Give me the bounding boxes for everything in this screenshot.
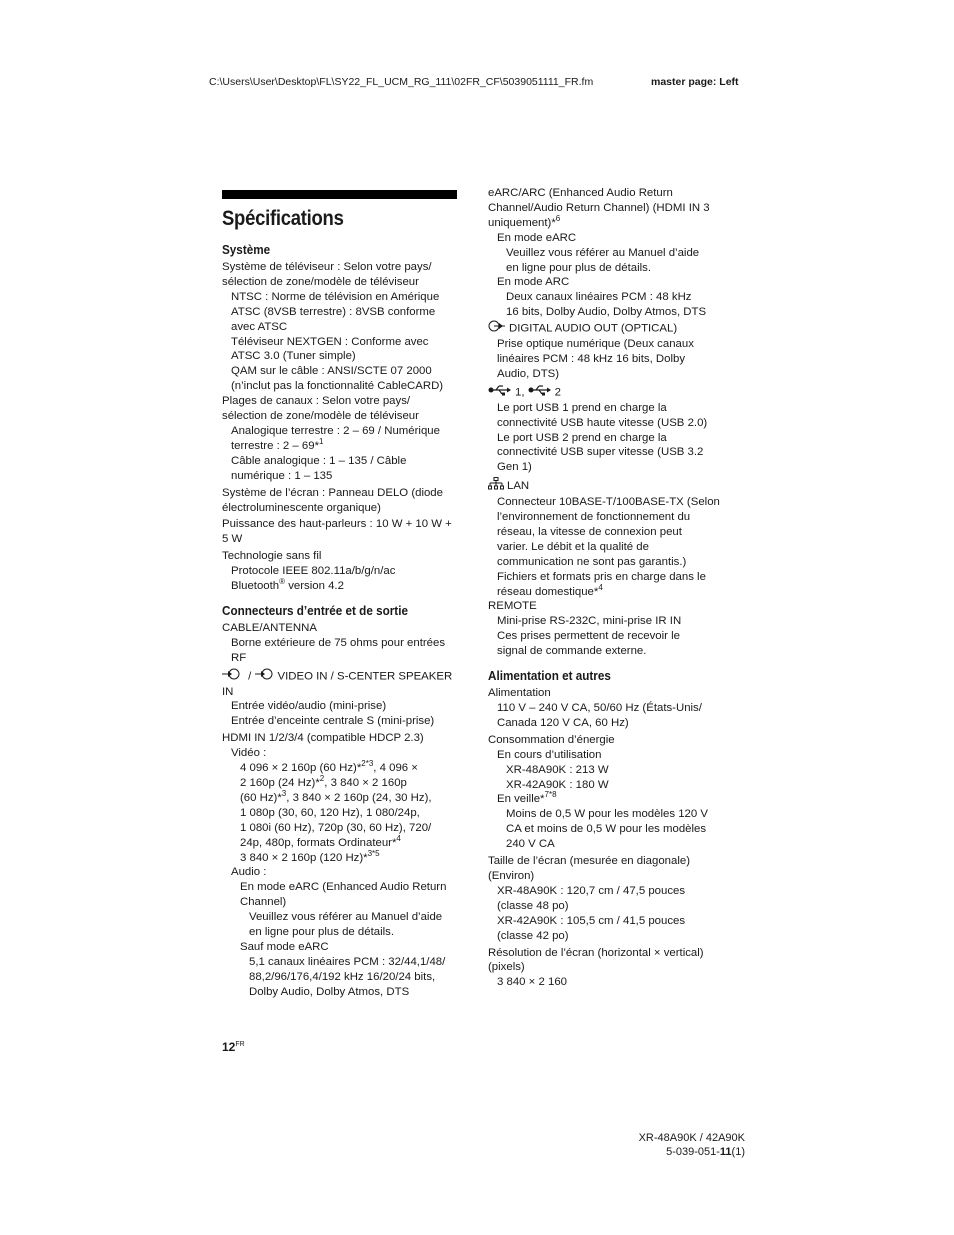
spec-line: Mini-prise RS-232C, mini-prise IR IN bbox=[497, 615, 682, 628]
spec-line: Puissance des haut-parleurs : 10 W + 10 W + bbox=[222, 518, 452, 531]
spec-line: NTSC : Norme de télévision en Amérique bbox=[231, 290, 440, 303]
spec-line: Veuillez vous référer au Manuel d’aide bbox=[506, 246, 700, 259]
spec-line: QAM sur le câble : ANSI/SCTE 07 2000 bbox=[231, 365, 432, 378]
spec-line: sélection de zone/modèle de téléviseur bbox=[222, 410, 419, 423]
spec-text: En veille* bbox=[497, 793, 545, 806]
spec-line: eARC/ARC (Enhanced Audio Return bbox=[488, 187, 673, 199]
page-number bbox=[222, 1040, 245, 1054]
column-right bbox=[488, 186, 724, 990]
spec-text: 1, bbox=[515, 386, 528, 399]
spec-line: 16 bits, Dolby Audio, Dolby Atmos, DTS bbox=[506, 306, 707, 319]
spec-line: électroluminescente organique) bbox=[222, 501, 381, 514]
spec-line: Moins de 0,5 W pour les modèles 120 V bbox=[506, 808, 708, 821]
spec-text: version 4.2 bbox=[285, 580, 344, 593]
spec-line: Entrée d’enceinte centrale S (mini-prise) bbox=[231, 715, 435, 728]
spec-line: Channel/Audio Return Channel) (HDMI IN 3 bbox=[488, 201, 710, 214]
spec-line bbox=[488, 216, 724, 231]
spec-line: RF bbox=[231, 651, 247, 664]
spec-line bbox=[222, 776, 460, 791]
spec-line: Le port USB 1 prend en charge la bbox=[497, 401, 667, 414]
spec-line: 240 V CA bbox=[506, 838, 555, 851]
spec-line: En mode eARC (Enhanced Audio Return bbox=[240, 881, 447, 894]
spec-line: XR-42A90K : 105,5 cm / 41,5 pouces bbox=[497, 914, 686, 927]
doc-code-version: 11 bbox=[719, 1146, 732, 1158]
spec-line: 1 080p (30, 60, 120 Hz), 1 080/24p, bbox=[240, 806, 420, 819]
spec-text: DIGITAL AUDIO OUT (OPTICAL) bbox=[509, 322, 678, 335]
section-heading-connecteurs: Connecteurs d’entrée et de sortie bbox=[222, 602, 408, 618]
spec-line: Ces prises permettent de recevoir le bbox=[497, 630, 680, 643]
spec-line: Plages de canaux : Selon votre pays/ bbox=[222, 395, 411, 408]
file-path: C:\Users\User\Desktop\FL\SY22_FL_UCM_RG_111\02FR_CF\5039051111_FR.fm bbox=[209, 76, 594, 88]
spec-text: Bluetooth bbox=[231, 580, 280, 593]
spec-line: connectivité USB haute vitesse (USB 2.0) bbox=[497, 416, 708, 429]
spec-line: Prise optique numérique (Deux canaux bbox=[497, 338, 694, 351]
spec-text: , 4 096 × bbox=[373, 762, 418, 775]
spec-line bbox=[222, 579, 460, 594]
spec-text: 24p, 480p, formats Ordinateur* bbox=[240, 836, 397, 849]
spec-line: 5,1 canaux linéaires PCM : 32/44,1/48/ bbox=[249, 955, 446, 968]
model-numbers: XR-48A90K / 42A90K bbox=[638, 1132, 745, 1144]
spec-text: LAN bbox=[507, 480, 530, 493]
spec-line bbox=[222, 848, 460, 866]
footnote-ref: 4 bbox=[598, 582, 603, 592]
spec-line bbox=[222, 668, 460, 700]
spec-text: , 3 840 × 2 160p bbox=[324, 777, 407, 789]
spec-line: (n’inclut pas la fonctionnalité CableCARD) bbox=[231, 380, 444, 393]
spec-line: Veuillez vous référer au Manuel d’aide bbox=[249, 911, 443, 924]
spec-line: Le port USB 2 prend en charge la bbox=[497, 431, 667, 444]
spec-line: En mode eARC bbox=[497, 231, 577, 244]
spec-line: 88,2/96/176,4/192 kHz 16/20/24 bits, bbox=[249, 970, 436, 983]
spec-line: Technologie sans fil bbox=[222, 550, 322, 563]
spec-text: 3 840 × 2 160p (120 Hz)* bbox=[240, 851, 368, 864]
spec-line: communication ne sont pas garantis.) bbox=[497, 555, 687, 568]
spec-line: CABLE/ANTENNA bbox=[222, 621, 317, 634]
spec-line: l’environnement de fonctionnement du bbox=[497, 511, 691, 524]
doc-code-suffix: (1) bbox=[731, 1146, 745, 1158]
spec-line: en ligne pour plus de détails. bbox=[506, 261, 652, 274]
spec-line bbox=[488, 477, 724, 495]
spec-line: 5 W bbox=[222, 533, 243, 546]
spec-line: (pixels) bbox=[488, 961, 525, 974]
usb-icon bbox=[528, 384, 552, 401]
spec-line bbox=[222, 791, 460, 806]
spec-line: ATSC (8VSB terrestre) : 8VSB conforme bbox=[231, 305, 436, 318]
page-number-value: 12 bbox=[222, 1040, 236, 1054]
spec-line: Taille de l’écran (mesurée en diagonale) bbox=[488, 855, 690, 868]
spec-line: En mode ARC bbox=[497, 276, 570, 289]
page-title: Spécifications bbox=[222, 207, 344, 230]
slash-separator: / bbox=[245, 670, 255, 683]
spec-line: REMOTE bbox=[488, 600, 537, 613]
lan-icon bbox=[488, 477, 504, 495]
spec-line bbox=[222, 761, 460, 776]
footnote-ref: 3 bbox=[281, 789, 287, 799]
spec-line: Téléviseur NEXTGEN : Conforme avec bbox=[231, 335, 429, 348]
spec-line: (Environ) bbox=[488, 869, 535, 882]
document-code bbox=[600, 1145, 745, 1159]
spec-text: (60 Hz)* bbox=[240, 791, 282, 804]
master-page-label: master page: Left bbox=[651, 76, 739, 88]
spec-line: 1 080i (60 Hz), 720p (30, 60 Hz), 720/ bbox=[240, 821, 432, 834]
footnote-ref: 1 bbox=[319, 437, 324, 447]
spec-line: Câble analogique : 1 – 135 / Câble bbox=[231, 454, 407, 467]
spec-line: Connecteur 10BASE-T/100BASE-TX (Selon bbox=[497, 496, 720, 509]
registered-mark: ® bbox=[279, 577, 286, 587]
footnote-ref: 2*3 bbox=[361, 759, 374, 769]
spec-line bbox=[222, 439, 460, 454]
spec-line: ATSC 3.0 (Tuner simple) bbox=[231, 350, 356, 363]
spec-line: Entrée vidéo/audio (mini-prise) bbox=[231, 700, 387, 713]
spec-line: Système de téléviseur : Selon votre pays/ bbox=[222, 261, 432, 273]
spec-line: Dolby Audio, Dolby Atmos, DTS bbox=[249, 985, 410, 998]
spec-text: réseau domestique* bbox=[497, 585, 599, 598]
optical-output-icon bbox=[488, 320, 506, 337]
spec-line: Consommation d’énergie bbox=[488, 733, 615, 746]
spec-line: réseau, la vitesse de connexion peut bbox=[497, 525, 682, 538]
spec-line: connectivité USB super vitesse (USB 3.2 bbox=[497, 446, 704, 459]
spec-text: VIDEO IN / S-CENTER SPEAKER IN bbox=[222, 670, 453, 698]
spec-text: , 3 840 × 2 160p (24, 30 Hz), bbox=[286, 791, 432, 804]
footnote-ref: 7*8 bbox=[544, 790, 557, 800]
spec-line: Deux canaux linéaires PCM : 48 kHz bbox=[506, 291, 692, 304]
spec-line: Système de l’écran : Panneau DELO (diode bbox=[222, 486, 443, 499]
spec-line: XR-48A90K : 213 W bbox=[506, 763, 609, 776]
spec-line: Vidéo : bbox=[231, 747, 267, 760]
spec-line: numérique : 1 – 135 bbox=[231, 469, 333, 482]
page-language-code: FR bbox=[235, 1041, 245, 1048]
spec-line: Analogique terrestre : 2 – 69 / Numérique bbox=[231, 424, 440, 437]
spec-line: Alimentation bbox=[488, 687, 551, 700]
spec-line: Fichiers et formats pris en charge dans le bbox=[497, 570, 706, 583]
spec-line: en ligne pour plus de détails. bbox=[249, 926, 395, 939]
spec-line: Gen 1) bbox=[497, 461, 532, 474]
column-left bbox=[222, 190, 460, 1000]
spec-line: HDMI IN 1/2/3/4 (compatible HDCP 2.3) bbox=[222, 732, 424, 745]
footnote-ref: 3*5 bbox=[367, 848, 380, 858]
spec-line bbox=[488, 792, 724, 807]
spec-line bbox=[488, 320, 724, 337]
spec-line: En cours d’utilisation bbox=[497, 748, 602, 761]
doc-code-prefix: 5-039-051- bbox=[666, 1146, 720, 1158]
spec-text: 2 bbox=[554, 386, 562, 399]
spec-text: 4 096 × 2 160p (60 Hz)* bbox=[240, 762, 362, 775]
spec-text: 2 160p (24 Hz)* bbox=[240, 777, 320, 789]
spec-line: varier. Le débit et la qualité de bbox=[497, 540, 649, 553]
spec-line: avec ATSC bbox=[231, 320, 288, 333]
spec-line: Sauf mode eARC bbox=[240, 940, 329, 953]
spec-line: Résolution de l’écran (horizontal × vertical) bbox=[488, 946, 704, 959]
footnote-ref: 6 bbox=[555, 214, 561, 224]
spec-line: XR-42A90K : 180 W bbox=[506, 778, 609, 791]
footnote-ref: 4 bbox=[396, 833, 401, 843]
spec-line: 3 840 × 2 160 bbox=[497, 976, 567, 989]
spec-line: sélection de zone/modèle de téléviseur bbox=[222, 275, 419, 288]
spec-line bbox=[222, 833, 460, 851]
speaker-input-icon bbox=[255, 668, 275, 685]
spec-line: Audio, DTS) bbox=[497, 367, 560, 380]
spec-line: (classe 48 po) bbox=[497, 899, 569, 912]
spec-line: Protocole IEEE 802.11a/b/g/n/ac bbox=[231, 565, 396, 578]
spec-line bbox=[488, 384, 724, 401]
spec-line: 110 V – 240 V CA, 50/60 Hz (États-Unis/ bbox=[497, 702, 702, 714]
footnote-ref: 2 bbox=[319, 774, 325, 784]
section-heading-systeme: Système bbox=[222, 242, 271, 257]
spec-line: linéaires PCM : 48 kHz 16 bits, Dolby bbox=[497, 352, 686, 365]
section-heading-alimentation: Alimentation et autres bbox=[488, 668, 611, 684]
spec-line: Channel) bbox=[240, 896, 287, 909]
spec-line: CA et moins de 0,5 W pour les modèles bbox=[506, 823, 707, 836]
spec-line: signal de commande externe. bbox=[497, 645, 647, 658]
usb-icon bbox=[488, 384, 512, 401]
video-input-icon bbox=[222, 668, 242, 685]
spec-text: uniquement)* bbox=[488, 216, 556, 229]
spec-line: (classe 42 po) bbox=[497, 929, 569, 942]
title-bar bbox=[222, 190, 457, 199]
spec-line: Borne extérieure de 75 ohms pour entrées bbox=[231, 636, 446, 649]
spec-line: Audio : bbox=[231, 866, 267, 879]
spec-text: terrestre : 2 – 69* bbox=[231, 439, 320, 452]
spec-line: Canada 120 V CA, 60 Hz) bbox=[497, 716, 629, 729]
spec-line bbox=[488, 582, 724, 600]
spec-line: XR-48A90K : 120,7 cm / 47,5 pouces bbox=[497, 884, 686, 897]
